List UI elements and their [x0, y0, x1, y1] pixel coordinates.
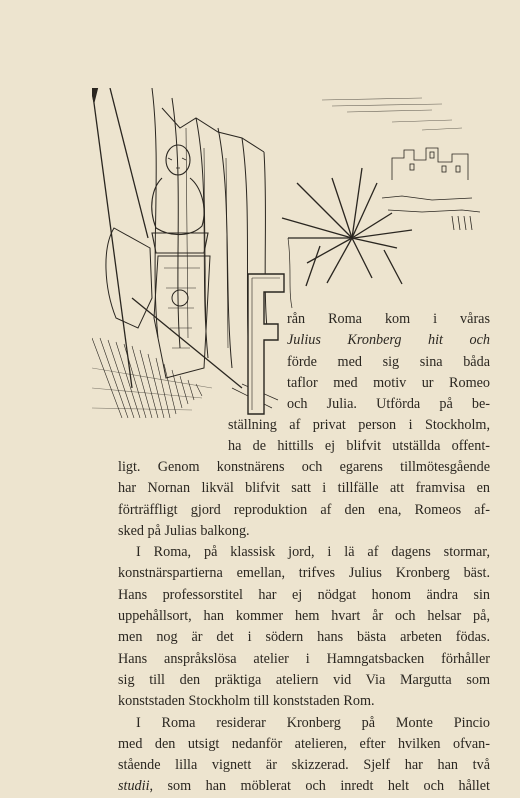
body-line: I Roma, på klassisk jord, i lä af dagens stormar,: [136, 544, 490, 561]
palm-fronds: [282, 168, 412, 286]
intro-paragraph: [287, 309, 490, 415]
sky-hatching: [322, 98, 462, 130]
intro-line: förde med sig sina båda: [287, 353, 490, 370]
intro-line: rån Roma kom i våras: [287, 311, 490, 327]
body-line: konstnärspartierna emellan, trifves Julius Kronberg bäst.: [118, 565, 490, 582]
body-line: konststaden Stockholm till konststaden Rom.: [118, 693, 375, 710]
body-line: har Nornan likväl blifvit satt i tillfälle att framvisa en: [118, 480, 490, 497]
body-line: Hans anspråkslösa atelier i Hamngatsbacken förhåller: [118, 650, 490, 667]
intro-line-italic: Julius Kronberg hit och: [287, 332, 490, 349]
body-text: [118, 457, 490, 798]
body-line: I Roma residerar Kronberg på Monte Pincio: [136, 714, 490, 731]
body-line: sig till den präktiga ateliern vid Via Margutta som: [118, 671, 490, 688]
intro-continuation: [228, 415, 490, 458]
body-line: uppehållsort, han kommer hem hvart år och helsar på,: [118, 608, 490, 625]
body-line: förträffligt gjord reproduktion af den ena, Romeos af-: [118, 501, 490, 518]
body-line: sked på Julias balkong.: [118, 522, 250, 539]
body-line: stående lilla vignett är skizzerad. Sjelf har han två: [118, 757, 490, 774]
foreground-hatching: [92, 338, 212, 418]
body-line: men nog är det i södern hans bästa arbeten födas.: [118, 629, 490, 646]
intro-line: och Julia. Utförda på be-: [287, 396, 490, 413]
body-line: Hans professorstitel har ej nödgat honom ändra sin: [118, 586, 490, 603]
italic-word: studii: [118, 778, 150, 795]
spears: [92, 88, 242, 388]
intro-line: ställning af privat person i Stockholm,: [228, 417, 490, 433]
city-skyline: [382, 148, 480, 230]
body-line: ligt. Genom konstnärens och egarens tillmötesgående: [118, 459, 490, 475]
intro-line: ha de hittills ej blifvit utställda offent-: [228, 438, 490, 455]
intro-line: taflor med motiv ur Romeo: [287, 374, 490, 391]
body-line-italic-start: [118, 776, 490, 797]
body-line-rest: , som han möblerat och inredt helt och hållet: [149, 778, 490, 795]
body-line: med den utsigt nedanför atelieren, efter hvilken ofvan-: [118, 735, 490, 752]
armor-figure: [106, 228, 210, 378]
statue-bust: [152, 145, 208, 253]
